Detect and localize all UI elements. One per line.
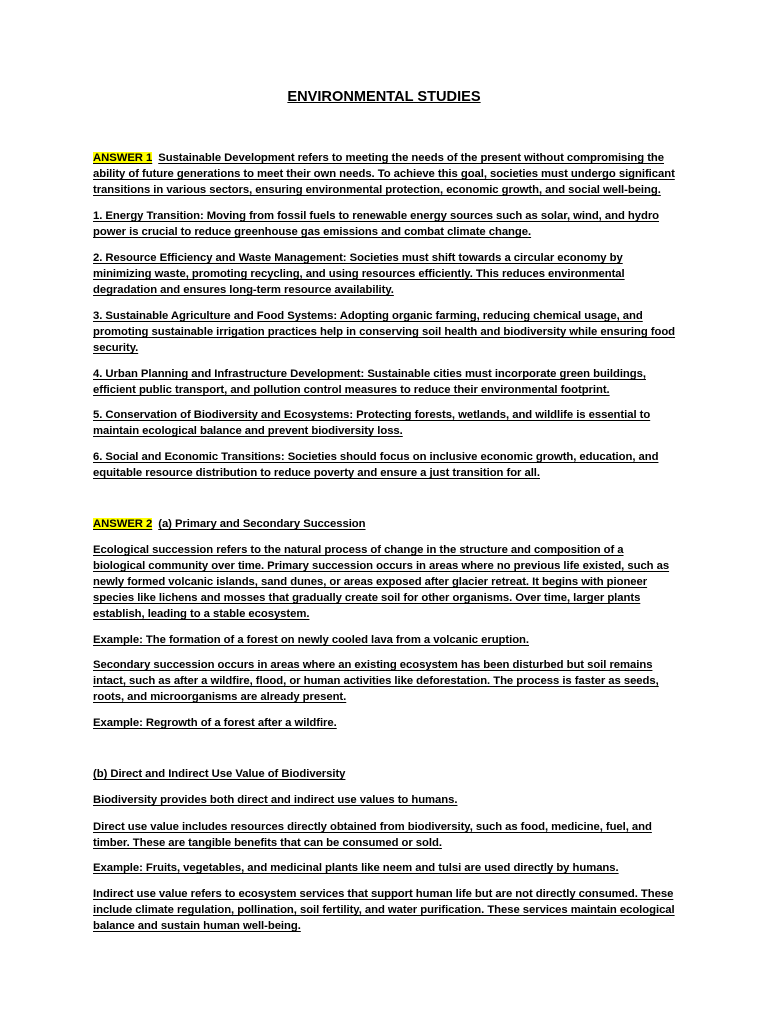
answer1-point-1: 1. Energy Transition: Moving from fossil fuels to renewable energy sources such as solar, wind, and hydro power is crucial to reduce greenhouse gas emissions and combat climate change. (93, 210, 660, 239)
answer1-intro-text: Sustainable Development refers to meeting the needs of the present without compromising the ability of future generations to meet their own needs. To achieve this goal, societies must undergo significant transitions in various sectors, ensuring environmental protection, economic growth, and social well-being. (93, 152, 675, 197)
secondary-example: Example: Regrowth of a forest after a wildfire. (93, 717, 337, 729)
answer1-point-5: 5. Conservation of Biodiversity and Ecosystems: Protecting forests, wetlands, and wildlife is essential to maintain ecological balance and prevent biodiversity loss. (93, 409, 651, 438)
answer1-point-3: 3. Sustainable Agriculture and Food Systems: Adopting organic farming, reducing chemical usage, and promoting sustainable irrigation practices help in conserving soil health and biodiversity while ensuring food security. (93, 310, 676, 355)
document-title: ENVIRONMENTAL STUDIES (287, 89, 481, 105)
answer1-point-4: 4. Urban Planning and Infrastructure Development: Sustainable cities must incorporate green buildings, efficient public transport, and pollution control measures to reduce their environmental footprint. (93, 368, 646, 397)
answer1-intro-paragraph (93, 150, 677, 198)
part-b-heading: (b) Direct and Indirect Use Value of Biodiversity (93, 768, 346, 780)
answer1-point-6: 6. Social and Economic Transitions: Societies should focus on inclusive economic growth, education, and equitable resource distribution to reduce poverty and ensure a just transition for all. (93, 451, 659, 480)
answer2-label: ANSWER 2 (93, 518, 153, 530)
part-a-heading: (a) Primary and Secondary Succession (158, 518, 366, 530)
answer1-point-2: 2. Resource Efficiency and Waste Management: Societies must shift towards a circular economy by minimizing waste, promoting recycling, and using resources efficiently. This reduces environmental degradation and ensures long-term resource availability. (93, 252, 625, 297)
secondary-succession-paragraph: Secondary succession occurs in areas where an existing ecosystem has been disturbed but soil remains intact, such as after a wildfire, flood, or human activities like deforestation. The process is faster as seeds, roots, and microorganisms are already present. (93, 659, 659, 704)
biodiversity-intro: Biodiversity provides both direct and indirect use values to humans. (93, 794, 458, 806)
direct-use-paragraph: Direct use value includes resources directly obtained from biodiversity, such as food, medicine, fuel, and timber. These are tangible benefits that can be consumed or sold. (93, 821, 652, 850)
answer2-heading (93, 516, 677, 532)
primary-example: Example: The formation of a forest on newly cooled lava from a volcanic eruption. (93, 634, 529, 646)
indirect-use-paragraph: Indirect use value refers to ecosystem services that support human life but are not directly consumed. These include climate regulation, pollination, soil fertility, and water purification. These services maintain ecological balance and sustain human well-being. (93, 888, 675, 933)
succession-paragraph: Ecological succession refers to the natural process of change in the structure and composition of a biological community over time. Primary succession occurs in areas where no previous life existed, such as newly formed volcanic islands, sand dunes, or areas exposed after glacier retreat. It begins with pioneer species like lichens and mosses that gradually create soil for other organisms. Over time, larger plants establish, leading to a stable ecosystem. (93, 544, 670, 621)
direct-use-example: Example: Fruits, vegetables, and medicinal plants like neem and tulsi are used directly by humans. (93, 862, 619, 874)
answer1-label: ANSWER 1 (93, 152, 153, 164)
